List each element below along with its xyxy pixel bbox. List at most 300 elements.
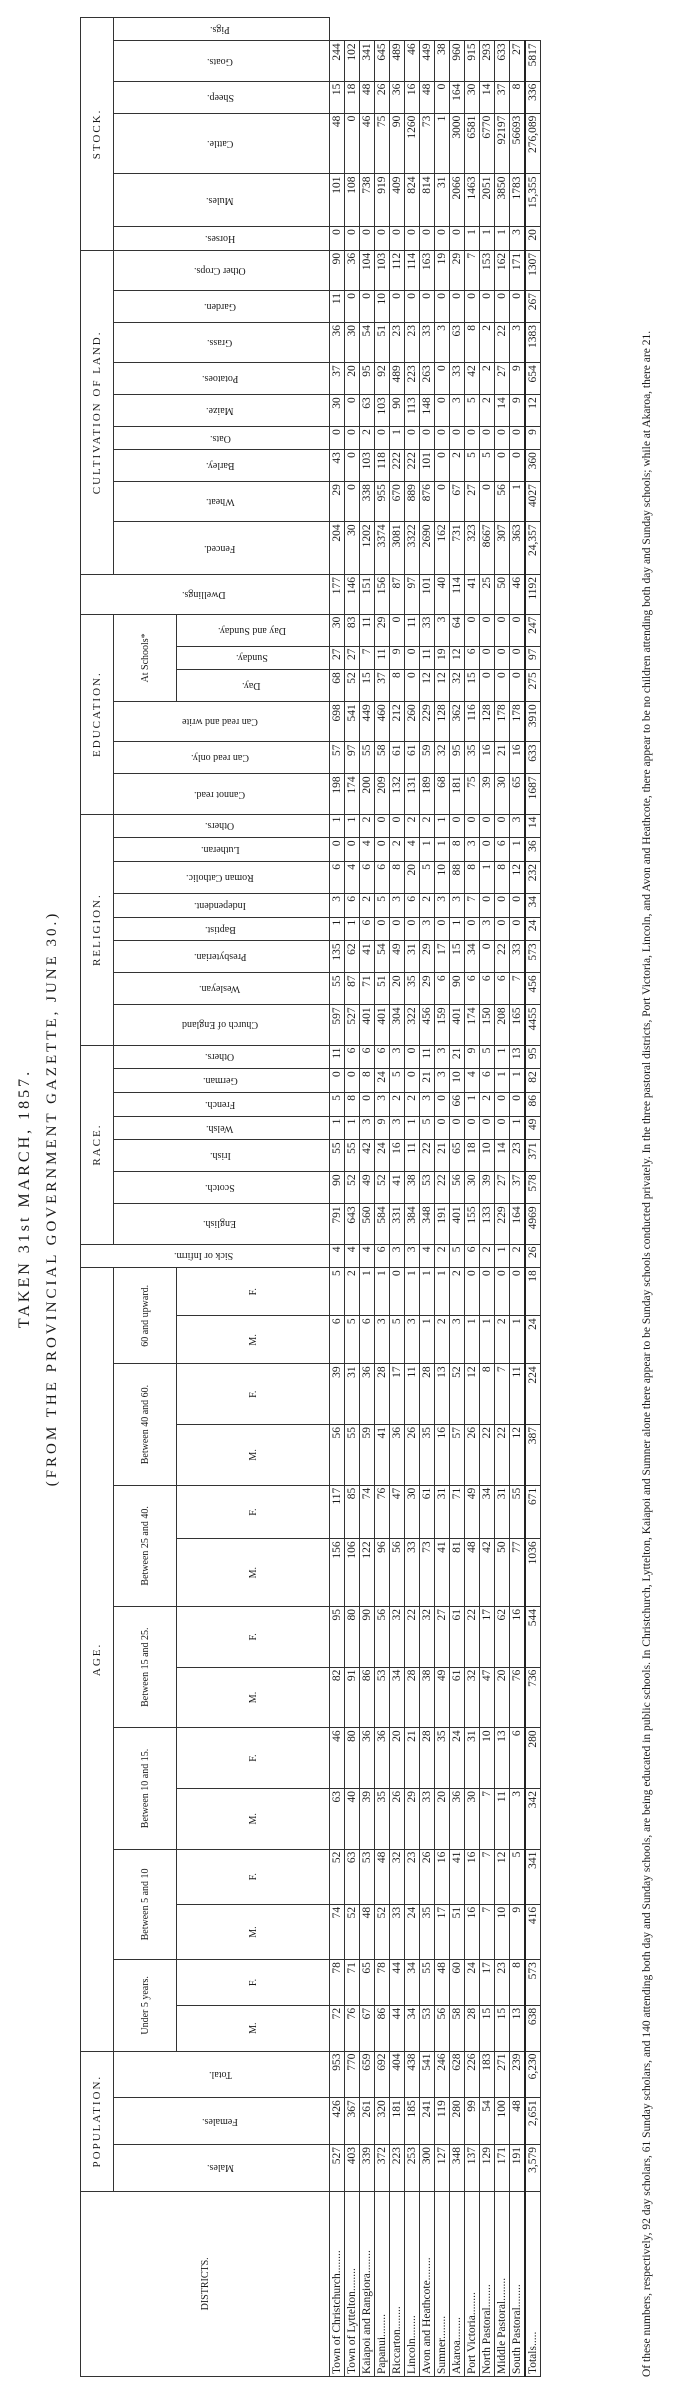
- cell-value: 24: [465, 1960, 480, 2006]
- cell-value: 16: [465, 1849, 480, 1904]
- cell-value: 560: [360, 1204, 375, 1244]
- cell-value: 73: [420, 113, 435, 174]
- cell-value: 52: [375, 1904, 390, 1959]
- cell-value: 75: [375, 113, 390, 174]
- cell-value: 6: [495, 838, 510, 862]
- header-age: AGE.: [81, 1268, 114, 2051]
- cell-value: 20: [495, 1667, 510, 1728]
- cell-value: 5: [480, 1045, 495, 1069]
- header-stock: STOCK.: [81, 18, 114, 251]
- cell-value: 34: [525, 894, 541, 918]
- cell-value: 102: [345, 41, 360, 81]
- cell-value: 953: [330, 2051, 345, 2098]
- cell-value: 323: [465, 522, 480, 575]
- cell-value: 50: [495, 1539, 510, 1607]
- cell-value: 0: [420, 227, 435, 251]
- cell-value: 36: [360, 1728, 375, 1789]
- cell-value: 209: [375, 774, 390, 814]
- cell-value: 1: [405, 1268, 420, 1316]
- cell-value: 0: [405, 1069, 420, 1093]
- cell-value: 52: [345, 1904, 360, 1959]
- cell-value: 150: [480, 1005, 495, 1045]
- header-cultivation-item: Oats.: [114, 427, 330, 450]
- cell-value: 0: [345, 450, 360, 482]
- cell-value: 6: [405, 894, 420, 918]
- cell-value: 24: [525, 917, 541, 941]
- cell-value: 3,579: [525, 2145, 541, 2192]
- cell-value: 32: [390, 1607, 405, 1668]
- cell-value: 915: [465, 41, 480, 81]
- cell-value: 2: [480, 1244, 495, 1268]
- cell-value: 0: [450, 1116, 465, 1140]
- cell-value: 3: [405, 1244, 420, 1268]
- cell-value: 738: [360, 174, 375, 227]
- cell-value: 489: [390, 363, 405, 395]
- cell-value: 191: [435, 1204, 450, 1244]
- cell-value: 95: [450, 742, 465, 774]
- cell-value: 1: [495, 1244, 510, 1268]
- cell-value: 91: [345, 1667, 360, 1728]
- cell-value: 280: [450, 2098, 465, 2145]
- cell-value: 48: [465, 1539, 480, 1607]
- cell-value: 223: [405, 363, 420, 395]
- cell-value: 5: [375, 894, 390, 918]
- cell-value: 46: [360, 113, 375, 174]
- cell-value: 212: [390, 702, 405, 742]
- cell-value: 578: [525, 1172, 541, 1204]
- cell-value: 71: [345, 1960, 360, 2006]
- cell-value: 17: [480, 1607, 495, 1668]
- cell-value: 34: [465, 941, 480, 973]
- cell-value: 15: [330, 81, 345, 113]
- cell-value: 49: [360, 1172, 375, 1204]
- cell-value: 0: [465, 291, 480, 323]
- cell-value: 7: [480, 1788, 495, 1849]
- cell-value: 39: [360, 1788, 375, 1849]
- cell-value: 32: [390, 1849, 405, 1904]
- cell-value: 6: [360, 1316, 375, 1364]
- cell-value: 87: [345, 973, 360, 1005]
- cell-value: 6: [465, 973, 480, 1005]
- cell-value: 8: [450, 838, 465, 862]
- cell-value: 770: [345, 2051, 360, 2098]
- cell-value: 2: [405, 814, 420, 838]
- cell-value: 0: [480, 670, 495, 702]
- cell-value: 18: [345, 81, 360, 113]
- cell-value: 30: [495, 774, 510, 814]
- cell-value: 5: [420, 1116, 435, 1140]
- header-stock-item: Pigs.: [114, 18, 330, 41]
- cell-value: 56: [390, 1539, 405, 1607]
- cell-value: 39: [330, 1364, 345, 1425]
- cell-value: 11: [375, 646, 390, 670]
- cell-value: 20: [525, 227, 541, 251]
- cell-value: 106: [345, 1539, 360, 1607]
- cell-value: 628: [450, 2051, 465, 2098]
- cell-value: 5: [480, 450, 495, 482]
- header-education-item: Cannot read.: [114, 774, 330, 814]
- cell-value: 0: [450, 814, 465, 838]
- cell-value: 16: [435, 1425, 450, 1486]
- district-name: Town of Christchurch........: [330, 2191, 345, 2376]
- cell-value: 10: [435, 862, 450, 894]
- cell-value: 3: [510, 227, 526, 251]
- cell-value: 307: [495, 522, 510, 575]
- cell-value: 80: [345, 1728, 360, 1789]
- cell-value: 3: [465, 838, 480, 862]
- cell-value: 0: [405, 427, 420, 450]
- header-cultivation-item: Barley.: [114, 450, 330, 482]
- cell-value: 3: [450, 894, 465, 918]
- cell-value: 1: [435, 113, 450, 174]
- cell-value: 22: [495, 323, 510, 363]
- cell-value: 260: [405, 702, 420, 742]
- header-cultivation: CULTIVATION OF LAND.: [81, 250, 114, 574]
- cell-value: 40: [345, 1788, 360, 1849]
- cell-value: 960: [450, 41, 465, 81]
- cell-value: 643: [345, 1204, 360, 1244]
- cell-value: 304: [390, 1005, 405, 1045]
- cell-value: 5: [330, 1268, 345, 1316]
- cell-value: 6: [375, 1244, 390, 1268]
- cell-value: 24: [405, 1904, 420, 1959]
- cell-value: 0: [345, 395, 360, 427]
- cell-value: 181: [450, 774, 465, 814]
- cell-value: 35: [420, 1425, 435, 1486]
- cell-value: 0: [435, 291, 450, 323]
- cell-value: 90: [390, 395, 405, 427]
- cell-value: 1463: [465, 174, 480, 227]
- cell-value: 0: [330, 227, 345, 251]
- cell-value: 23: [405, 1849, 420, 1904]
- cell-value: 28: [465, 2005, 480, 2051]
- cell-value: 208: [495, 1005, 510, 1045]
- cell-value: 409: [390, 174, 405, 227]
- cell-value: 83: [345, 614, 360, 646]
- cell-value: 7: [495, 1364, 510, 1425]
- cell-value: 11: [420, 646, 435, 670]
- cell-value: 0: [510, 1092, 526, 1116]
- cell-value: 41: [375, 1425, 390, 1486]
- cell-value: 3081: [390, 522, 405, 575]
- cell-value: 0: [345, 838, 360, 862]
- cell-value: 2: [360, 814, 375, 838]
- cell-value: 6: [435, 973, 450, 1005]
- cell-value: 13: [510, 1045, 526, 1069]
- cell-value: 223: [390, 2145, 405, 2192]
- cell-value: 2: [450, 450, 465, 482]
- cell-value: 1: [390, 427, 405, 450]
- cell-value: 114: [450, 574, 465, 614]
- cell-value: 8667: [480, 522, 495, 575]
- header-religion-item: Presbyterian.: [114, 941, 330, 973]
- cell-value: 36: [360, 1364, 375, 1425]
- cell-value: 1783: [510, 174, 526, 227]
- cell-value: 48: [420, 81, 435, 113]
- cell-value: 23: [390, 323, 405, 363]
- cell-value: 2: [480, 395, 495, 427]
- cell-value: 0: [345, 113, 360, 174]
- cell-value: 78: [375, 1960, 390, 2006]
- cell-value: 29: [450, 250, 465, 290]
- cell-value: 2: [390, 1092, 405, 1116]
- cell-value: 36: [345, 250, 360, 290]
- cell-value: 78: [330, 1960, 345, 2006]
- cell-value: 128: [480, 702, 495, 742]
- cell-value: 82: [330, 1667, 345, 1728]
- cell-value: 1: [435, 838, 450, 862]
- cell-value: 63: [450, 323, 465, 363]
- cell-value: 34: [480, 1485, 495, 1539]
- cell-value: 3: [360, 1116, 375, 1140]
- cell-value: 90: [360, 1607, 375, 1668]
- cell-value: 92: [375, 363, 390, 395]
- cell-value: 8: [465, 323, 480, 363]
- cell-value: 55: [345, 1140, 360, 1172]
- cell-value: 37: [495, 81, 510, 113]
- cell-value: 156: [375, 574, 390, 614]
- cell-value: 29: [375, 614, 390, 646]
- cell-value: 4: [360, 1244, 375, 1268]
- cell-value: 401: [450, 1204, 465, 1244]
- cell-value: 0: [450, 227, 465, 251]
- cell-value: 39: [480, 1172, 495, 1204]
- cell-value: 1383: [525, 323, 541, 363]
- header-stock-item: Cattle.: [114, 113, 330, 174]
- district-name: Totals.....: [525, 2191, 541, 2376]
- cell-value: 0: [405, 917, 420, 941]
- cell-value: 30: [345, 522, 360, 575]
- cell-value: 27: [345, 646, 360, 670]
- cell-value: 32: [465, 1667, 480, 1728]
- cell-value: 63: [330, 1788, 345, 1849]
- cell-value: 2: [510, 1244, 526, 1268]
- cell-value: 791: [330, 1204, 345, 1244]
- header-religion-item: Lutheran.: [114, 838, 330, 862]
- cell-value: 2: [360, 894, 375, 918]
- cell-value: 0: [420, 427, 435, 450]
- cell-value: 52: [330, 1849, 345, 1904]
- cell-value: 40: [435, 574, 450, 614]
- cell-value: 6: [345, 894, 360, 918]
- table-row: [420, 18, 435, 2377]
- cell-value: 178: [510, 702, 526, 742]
- cell-value: 341: [360, 41, 375, 81]
- footnote: Of these numbers, respectively, 92 day scholars, 61 Sunday scholars, and 140 attending both day and Sunday schools, are being educated in public schools. In Christchurch, Lyttelton, Kaiapoi and Sumner alone there appear to be Sunday schools conducted privately. In the three pastoral districts, Port Victoria, Lincoln, and Avon and Heathcote, there appear to be no children attending both day and Sunday schools; while at Akaroa, there are 21.: [641, 330, 653, 2377]
- cell-value: 49: [435, 1667, 450, 1728]
- cell-value: 31: [405, 941, 420, 973]
- cell-value: 25: [480, 574, 495, 614]
- cell-value: 58: [375, 742, 390, 774]
- cell-value: 54: [360, 323, 375, 363]
- cell-value: 56693: [510, 113, 526, 174]
- cell-value: 57: [450, 1425, 465, 1486]
- cell-value: 53: [360, 1849, 375, 1904]
- cell-value: 9: [510, 395, 526, 427]
- cell-value: 2690: [420, 522, 435, 575]
- cell-value: 0: [345, 227, 360, 251]
- cell-value: 2: [480, 363, 495, 395]
- cell-value: 6: [375, 1045, 390, 1069]
- cell-value: 86: [375, 2005, 390, 2051]
- cell-value: 189: [420, 774, 435, 814]
- cell-value: 1: [480, 1316, 495, 1364]
- cell-value: 35: [465, 742, 480, 774]
- cell-value: 3: [390, 1116, 405, 1140]
- cell-value: 52: [345, 670, 360, 702]
- cell-value: 6581: [465, 113, 480, 174]
- cell-value: 48: [330, 113, 345, 174]
- cell-value: 24: [375, 1140, 390, 1172]
- cell-value: 95: [360, 363, 375, 395]
- cell-value: 1: [330, 917, 345, 941]
- cell-value: 0: [405, 1045, 420, 1069]
- cell-value: 75: [465, 774, 480, 814]
- cell-value: 31: [345, 1364, 360, 1425]
- cell-value: 57: [330, 742, 345, 774]
- cell-value: 101: [420, 450, 435, 482]
- cell-value: 3: [390, 1244, 405, 1268]
- cell-value: 0: [510, 894, 526, 918]
- cell-value: 24: [525, 1316, 541, 1364]
- cell-value: 271: [495, 2051, 510, 2098]
- cell-value: 133: [480, 1204, 495, 1244]
- cell-value: 55: [510, 1485, 526, 1539]
- cell-value: 61: [390, 742, 405, 774]
- cell-value: 55: [420, 1960, 435, 2006]
- cell-value: 27: [330, 646, 345, 670]
- cell-value: 59: [360, 1425, 375, 1486]
- cell-value: 6770: [480, 113, 495, 174]
- cell-value: 28: [405, 1667, 420, 1728]
- cell-value: 22: [495, 1425, 510, 1486]
- cell-value: 177: [330, 574, 345, 614]
- cell-value: 1: [495, 1045, 510, 1069]
- cell-value: 0: [495, 450, 510, 482]
- cell-value: 5: [345, 1316, 360, 1364]
- cell-value: 100: [495, 2098, 510, 2145]
- cell-value: 26: [405, 1425, 420, 1486]
- cell-value: 1260: [405, 113, 420, 174]
- cell-value: 104: [360, 250, 375, 290]
- cell-value: 165: [510, 1005, 526, 1045]
- cell-value: 670: [390, 482, 405, 522]
- cell-value: 0: [450, 291, 465, 323]
- cell-value: 4: [345, 1244, 360, 1268]
- cell-value: 0: [375, 814, 390, 838]
- district-name: South Pastoral........: [510, 2191, 526, 2376]
- cell-value: 2: [435, 1316, 450, 1364]
- cell-value: 2: [435, 1244, 450, 1268]
- cell-value: 6: [480, 1069, 495, 1093]
- cell-value: 27: [495, 363, 510, 395]
- cell-value: 4: [330, 1244, 345, 1268]
- header-districts: DISTRICTS.: [81, 2191, 330, 2376]
- cell-value: 183: [480, 2051, 495, 2098]
- cell-value: 33: [510, 941, 526, 973]
- cell-value: 59: [420, 742, 435, 774]
- cell-value: 82: [525, 1069, 541, 1093]
- cell-value: 645: [375, 41, 390, 81]
- header-age-band: Between 40 and 60.: [114, 1364, 177, 1485]
- cell-value: 114: [405, 250, 420, 290]
- cell-value: 103: [360, 450, 375, 482]
- district-name: Lincoln........: [405, 2191, 420, 2376]
- cell-value: 6: [330, 1316, 345, 1364]
- cell-value: 3: [435, 323, 450, 363]
- cell-value: 11: [510, 1364, 526, 1425]
- cell-value: 4: [420, 1244, 435, 1268]
- cell-value: 12: [465, 1364, 480, 1425]
- cell-value: 62: [345, 941, 360, 973]
- cell-value: 10: [480, 1140, 495, 1172]
- table-row: [330, 18, 345, 2377]
- cell-value: 226: [465, 2051, 480, 2098]
- cell-value: 41: [360, 941, 375, 973]
- cell-value: 0: [345, 482, 360, 522]
- cell-value: 47: [390, 1485, 405, 1539]
- cell-value: 1: [495, 1069, 510, 1093]
- cell-value: 3000: [450, 113, 465, 174]
- cell-value: 18: [465, 1140, 480, 1172]
- cell-value: 341: [525, 1849, 541, 1904]
- cell-value: 8: [510, 1960, 526, 2006]
- cell-value: 1687: [525, 774, 541, 814]
- cell-value: 814: [420, 174, 435, 227]
- cell-value: 36: [390, 81, 405, 113]
- cell-value: 367: [345, 2098, 360, 2145]
- cell-value: 5: [390, 1069, 405, 1093]
- cell-value: 63: [360, 395, 375, 427]
- cell-value: 239: [510, 2051, 526, 2098]
- cell-value: 1: [450, 917, 465, 941]
- cell-value: 67: [450, 482, 465, 522]
- cell-value: 0: [390, 917, 405, 941]
- cell-value: 35: [405, 973, 420, 1005]
- cell-value: 3: [420, 1092, 435, 1116]
- cell-value: 1: [330, 814, 345, 838]
- cell-value: 103: [375, 395, 390, 427]
- cell-value: 0: [495, 1092, 510, 1116]
- cell-value: 659: [360, 2051, 375, 2098]
- cell-value: 37: [330, 363, 345, 395]
- cell-value: 0: [465, 917, 480, 941]
- cell-value: 97: [405, 574, 420, 614]
- cell-value: 11: [495, 1788, 510, 1849]
- cell-value: 42: [480, 1539, 495, 1607]
- cell-value: 53: [420, 1172, 435, 1204]
- cell-value: 33: [450, 363, 465, 395]
- cell-value: 3: [510, 1788, 526, 1849]
- cell-value: 404: [390, 2051, 405, 2098]
- cell-value: 0: [480, 427, 495, 450]
- cell-value: 7: [480, 1904, 495, 1959]
- cell-value: 31: [435, 174, 450, 227]
- cell-value: 0: [465, 427, 480, 450]
- cell-value: 33: [390, 1904, 405, 1959]
- cell-value: 30: [465, 1172, 480, 1204]
- cell-value: 3: [420, 917, 435, 941]
- cell-value: 38: [435, 41, 450, 81]
- cell-value: 597: [330, 1005, 345, 1045]
- cell-value: 171: [510, 250, 526, 290]
- cell-value: 48: [435, 1960, 450, 2006]
- cell-value: 3: [480, 917, 495, 941]
- cell-value: 222: [390, 450, 405, 482]
- cell-value: 38: [405, 1172, 420, 1204]
- cell-value: 322: [405, 1005, 420, 1045]
- cell-value: 164: [450, 81, 465, 113]
